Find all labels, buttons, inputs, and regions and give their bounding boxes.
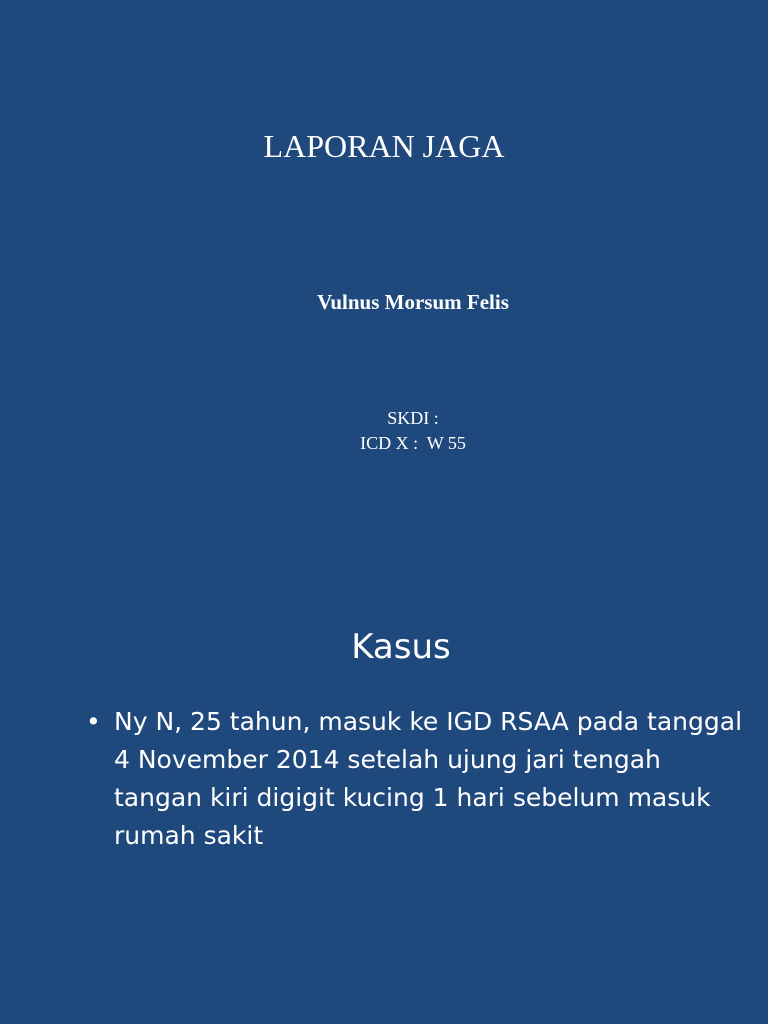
skdi-code: SKDI : <box>387 408 439 428</box>
slide-subtitle: Vulnus Morsum Felis <box>317 290 509 314</box>
list-item <box>86 703 746 855</box>
slide-title-heading: LAPORAN JAGA <box>263 128 505 164</box>
icd-code: ICD X : W 55 <box>360 433 466 453</box>
slide-case <box>0 512 768 1024</box>
bullet-icon: • <box>86 707 101 736</box>
case-heading: Kasus <box>351 627 451 667</box>
case-description: Ny N, 25 tahun, masuk ke IGD RSAA pada tanggal 4 November 2014 setelah ujung jari tengah tangan kiri digigit kucing 1 hari sebelum masuk rumah sakit <box>114 707 743 850</box>
classification-codes <box>0 406 768 456</box>
